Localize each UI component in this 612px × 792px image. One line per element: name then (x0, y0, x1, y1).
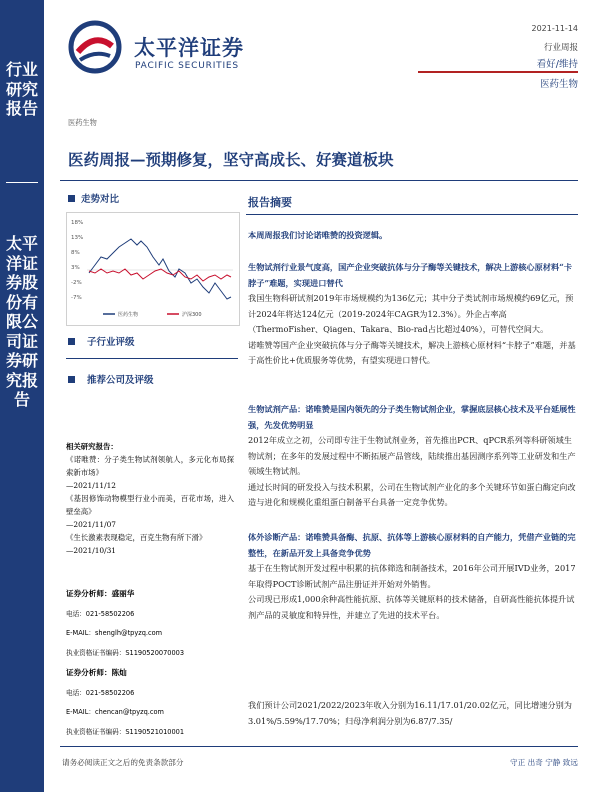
section-paragraph: 公司现已形成1,000余种高性能抗原、抗体等关键原料的技术储备，自研高性能抗体提升试剂产品的灵敏度和特异性，并建立了先进的技术平台。 (248, 594, 575, 620)
chart-legend (103, 311, 202, 318)
section-heading: 生物试剂行业景气度高，国产企业突破抗体与分子酶等关键技术，解决上游核心原材料“卡脖子”难题，实现进口替代 (248, 262, 573, 288)
y-tick-label: -7% (71, 295, 82, 301)
summary-section-1 (248, 260, 578, 369)
analyst-role: 证券分析师： (66, 668, 112, 677)
summary-section-3 (248, 530, 578, 623)
company-logo (68, 16, 268, 80)
page-title: 医药周报—预期修复，坚守高成长、好赛道板块 (68, 150, 394, 169)
y-tick-label: 8% (71, 250, 80, 256)
summary-heading: 报告摘要 (248, 196, 292, 209)
analyst-cert: 执业资格证书编码：S1190520070003 (66, 648, 185, 657)
logo-chinese-text: 太平洋证券 (134, 36, 244, 60)
sub-rating-bullet-icon (68, 338, 75, 345)
related-item-date: —2021/11/07 (66, 520, 116, 529)
legend-label: 沪深300 (182, 312, 202, 318)
related-item-title[interactable]: 《基因修饰动物模型行业小而美，百花市场，进入壁垒高》 (66, 494, 234, 516)
sector-name: 医药生物 (539, 79, 578, 90)
section-paragraph: 我国生物科研试剂2019年市场规模约为136亿元；其中分子类试剂市场规模约69亿元，预计2024年将达124亿元（2019-2024年CAGR为12.3%）。外企占率高（ThermoFisher、Qiagen、Takara、Bio-rad占比超过40%），可替代空间大。 (248, 293, 574, 334)
y-tick-label: 3% (71, 265, 80, 271)
sidebar-divider (6, 182, 38, 183)
sub-rating-divider (66, 358, 238, 359)
trend-chart (66, 212, 240, 326)
summary-intro: 本周周报我们讨论诺唯赞的投资逻辑。 (248, 230, 388, 240)
title-divider (60, 180, 578, 181)
trend-chart-svg (67, 213, 239, 325)
report-type: 行业周报 (543, 43, 578, 53)
y-tick-label: 13% (71, 235, 84, 241)
related-item-title[interactable]: 《生长激素表现稳定，百克生物有所下滑》 (66, 533, 207, 542)
left-sidebar (0, 0, 44, 792)
recommend-bullet-icon (68, 376, 75, 383)
series-line-csi300 (89, 269, 231, 281)
logo-english-text: PACIFIC SECURITIES (135, 61, 239, 71)
sub-rating-heading: 子行业评级 (68, 334, 135, 348)
related-reports (66, 440, 234, 557)
analyst-name: 陈灿 (111, 668, 127, 677)
related-item-date: —2021/10/31 (66, 546, 116, 555)
y-tick-label: 18% (71, 220, 84, 226)
logo-emblem-icon (68, 20, 122, 74)
analyst-email[interactable]: E-MAIL：shenglh@tpyzq.com (66, 629, 163, 637)
section-paragraph: 2012年成立之初，公司即专注于生物试剂业务，首先推出PCR、qPCR系列等科研领域生物试剂；在多年的发展过程中不断拓展产品管线，陆续推出基因测序系列等工业研发和生产领域生物试剂。 (248, 435, 576, 476)
footer-divider (60, 746, 578, 747)
y-tick-label: -2% (71, 280, 82, 286)
summary-divider (246, 214, 578, 215)
related-heading: 相关研究报告： (66, 442, 118, 451)
industry-rating: 看好/维持 (536, 59, 578, 70)
related-item-title[interactable]: 《诺唯赞：分子类生物试剂领航人，多元化布局探索新市场》 (66, 455, 234, 477)
related-item-date: —2021/11/12 (66, 481, 116, 490)
section-heading: 生物试剂产品：诺唯赞是国内领先的分子类生物试剂企业，掌握底层核心技术及平台延展性强，先发优势明显 (248, 404, 576, 430)
section-paragraph: 诺唯赞等国产企业突破抗体与分子酶等关键技术，解决上游核心原材料“卡脖子”难题，并基于高性价比+优质服务等优势，有望实现进口替代。 (248, 339, 576, 365)
section-paragraph: 基于在生物试剂开发过程中积累的抗体筛选和制备技术，2016年公司开展IVD业务，2017年取得POCT诊断试剂产品注册证并开始对外销售。 (248, 563, 576, 589)
recommend-heading: 推荐公司及评级 (68, 372, 154, 386)
section-paragraph: 通过长时间的研发投入与技术积累，公司在生物试剂产业化的多个关键环节如蛋白酶定向改造与进化和规模化重组蛋白制备平台具备一定竞争优势。 (248, 481, 576, 507)
sidebar-company-name: 太平洋证券股份有限公司证券研究报告 (6, 234, 39, 409)
report-date: 2021-11-14 (531, 24, 578, 33)
trend-bullet-icon (68, 195, 75, 202)
analyst-cert: 执业资格证书编码：S1190521010001 (66, 727, 185, 736)
legend-label: 医药生物 (118, 312, 139, 318)
section-heading: 体外诊断产品：诺唯赞具备酶、抗原、抗体等上游核心原材料的自产能力，凭借产业链的完整性，在新品开发上具备竞争优势 (248, 532, 576, 558)
analyst-block (66, 584, 238, 742)
summary-section-2 (248, 402, 578, 511)
summary-forecast: 我们预计公司2021/2022/2023年收入分别为16.11/17.01/20.02亿元，同比增速分别为3.01%/5.59%/17.70%；归母净利润分别为6.87/7.35/ (248, 700, 572, 726)
analyst-phone: 电话：021-58502206 (66, 609, 135, 618)
analyst-email[interactable]: E-MAIL：chencan@tpyzq.com (66, 708, 164, 716)
analyst-name: 盛丽华 (111, 589, 135, 598)
trend-heading: 走势对比 (68, 191, 119, 205)
footer-motto: 守正 出奇 宁静 致远 (510, 758, 578, 767)
footer-disclaimer: 请务必阅读正文之后的免责条款部分 (62, 758, 184, 767)
header-divider (418, 71, 578, 73)
analyst-role: 证券分析师： (66, 589, 112, 598)
sidebar-report-category: 行业研究报告 (6, 60, 39, 118)
analyst-phone: 电话：021-58502206 (66, 688, 135, 697)
breadcrumb: 医药生物 (68, 118, 97, 127)
